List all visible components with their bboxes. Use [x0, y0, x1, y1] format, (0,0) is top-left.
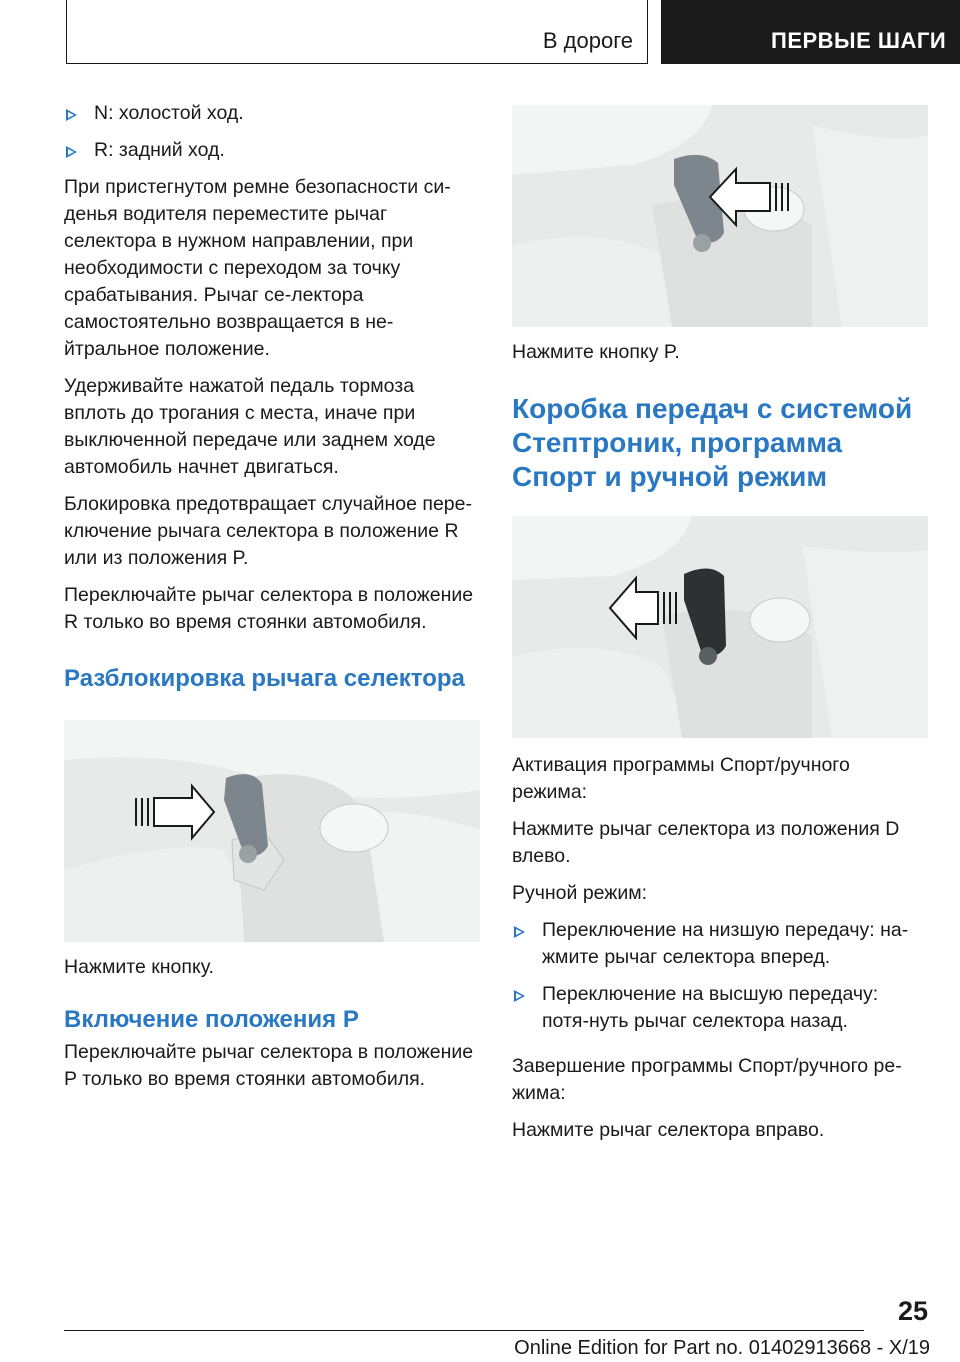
- caption-p-button: Нажмите кнопку P.: [512, 341, 680, 363]
- bullet-text: Переключение на низшую передачу: на-жмите рычаг селектора вперед.: [542, 919, 909, 968]
- header-section-title: В дороге: [542, 28, 633, 53]
- triangle-bullet-icon: [514, 926, 525, 938]
- header-section-box: [66, 0, 648, 64]
- heading-unlock: Разблокировка рычага селектора: [64, 665, 465, 692]
- triangle-bullet-icon: [514, 990, 525, 1002]
- footer-edition: Online Edition for Part no. 01402913668 - X/19: [514, 1337, 930, 1359]
- selector-steptronic-image: [512, 516, 928, 738]
- triangle-bullet-icon: [66, 146, 77, 158]
- paragraph-push-left: Нажмите рычаг селектора из положения D влево.: [512, 818, 900, 867]
- header-chapter-title: ПЕРВЫЕ ШАГИ: [771, 28, 947, 53]
- bullet-text: N: холостой ход.: [94, 102, 244, 124]
- selector-unlock-image: [64, 720, 480, 942]
- bullet-text: Переключение на высшую передачу: потя-нуть рычаг селектора назад.: [542, 983, 879, 1032]
- paragraph-push-right: Нажмите рычаг селектора вправо.: [512, 1119, 825, 1141]
- triangle-bullet-icon: [66, 109, 77, 121]
- paragraph-finish: Завершение программы Спорт/ручного ре-жима:: [512, 1055, 902, 1104]
- bullet-item-n: [64, 100, 480, 127]
- heading-park: Включение положения P: [64, 1006, 359, 1033]
- right-column: [512, 105, 928, 1154]
- page-number: 25: [897, 1296, 928, 1326]
- paragraph-shift: При пристегнутом ремне безопасности си-денья водителя переместите рычаг селектора в нужном направлении, при необходимости с переходом за точку срабатывания. Рычаг се-лектора самостоятельно возвращается в не-йтральное положение.: [64, 176, 451, 360]
- paragraph-lock: Блокировка предотвращает случайное пере-ключение рычага селектора в положение R или из положения P.: [64, 493, 472, 569]
- bullet-text: R: задний ход.: [94, 139, 225, 161]
- caption-unlock: Нажмите кнопку.: [64, 956, 214, 978]
- heading-steptronic: Коробка передач с системой Стептроник, программа Спорт и ручной режим: [512, 393, 913, 492]
- paragraph-reverse: Переключайте рычаг селектора в положение R только во время стоянки автомобиля.: [64, 584, 474, 633]
- paragraph-brake: Удерживайте нажатой педаль тормоза вплоть до трогания с места, иначе при выключенной передаче или заднем ходе автомобиль начнет двигаться.: [64, 375, 436, 478]
- paragraph-manual: Ручной режим:: [512, 882, 648, 904]
- paragraph-park: Переключайте рычаг селектора в положение P только во время стоянки автомобиля.: [64, 1041, 474, 1090]
- bullet-item-downshift: [512, 917, 928, 971]
- selector-p-button-image: [512, 105, 928, 327]
- footer-divider: [64, 1330, 864, 1331]
- left-column: [64, 100, 480, 1103]
- bullet-item-upshift: [512, 981, 928, 1035]
- paragraph-activate: Активация программы Спорт/ручного режима:: [512, 754, 850, 803]
- header-chapter-box: [661, 0, 960, 64]
- bullet-item-r: [64, 137, 480, 164]
